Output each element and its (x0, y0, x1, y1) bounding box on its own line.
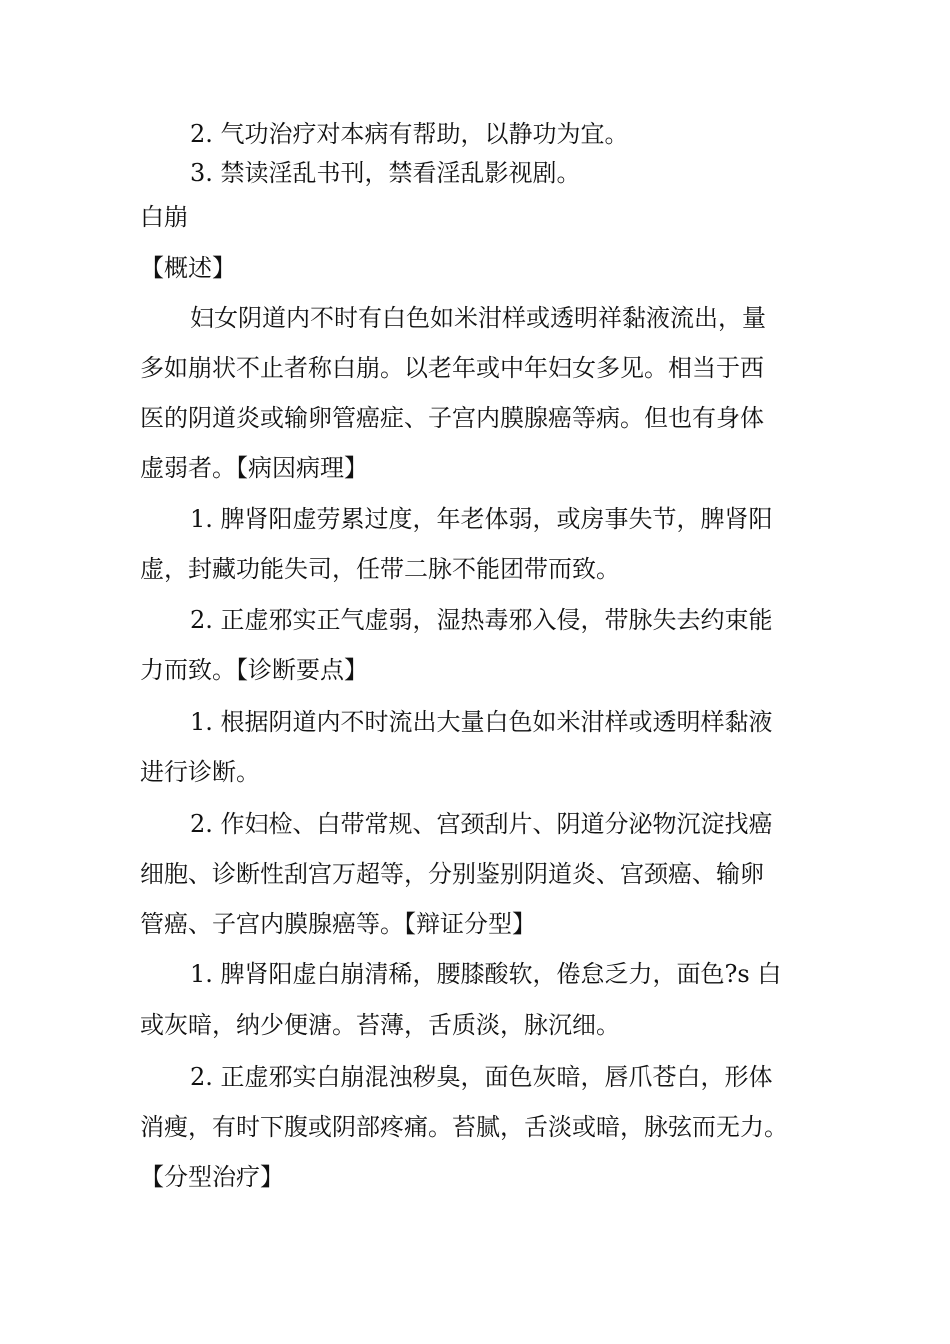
diagnosis-item-line: 2. 作妇检、白带常规、宫颈刮片、阴道分泌物沉淀找癌 (190, 810, 773, 838)
type-item-line: 2. 正虚邪实白崩混浊秽臭，面色灰暗，唇爪苍白，形体 (190, 1063, 773, 1091)
cause-item-line: 虚，封藏功能失司，任带二脉不能团带而致。 (140, 555, 620, 583)
overview-line: 虚弱者。【病因病理】 (140, 454, 368, 482)
diagnosis-item-line: 管癌、子宫内膜腺癌等。【辩证分型】 (140, 910, 536, 938)
overview-line: 多如崩状不止者称白崩。以老年或中年妇女多见。相当于西 (140, 354, 764, 382)
type-item-line: 或灰暗，纳少便溏。苔薄，舌质淡，脉沉细。 (140, 1011, 620, 1039)
overview-line: 医的阴道炎或输卵管癌症、子宫内膜腺癌等病。但也有身体 (140, 404, 764, 432)
treatment-heading: 【分型治疗】 (140, 1163, 284, 1191)
overview-line: 妇女阴道内不时有白色如米泔样或透明祥黏液流出，量 (190, 304, 766, 332)
diagnosis-item-line: 进行诊断。 (140, 758, 260, 786)
cause-item-line: 力而致。【诊断要点】 (140, 656, 368, 684)
type-item-line: 消瘦，有时下腹或阴部疼痛。苔腻，舌淡或暗，脉弦而无力。 (140, 1113, 788, 1141)
list-item-qigong: 2. 气功治疗对本病有帮助，以静功为宜。 (190, 120, 629, 148)
list-item-prohibition: 3. 禁读淫乱书刊，禁看淫乱影视剧。 (190, 159, 581, 187)
diagnosis-item-line: 细胞、诊断性刮宫万超等，分别鉴别阴道炎、宫颈癌、输卵 (140, 860, 764, 888)
section-title: 白崩 (140, 203, 188, 231)
overview-heading: 【概述】 (140, 254, 236, 282)
diagnosis-item-line: 1. 根据阴道内不时流出大量白色如米泔样或透明样黏液 (190, 708, 773, 736)
cause-item-line: 2. 正虚邪实正气虚弱，湿热毒邪入侵，带脉失去约束能 (190, 606, 773, 634)
type-item-line: 1. 脾肾阳虚白崩清稀，腰膝酸软，倦怠乏力，面色?s 白 (190, 960, 782, 988)
cause-item-line: 1. 脾肾阳虚劳累过度，年老体弱，或房事失节，脾肾阳 (190, 505, 773, 533)
